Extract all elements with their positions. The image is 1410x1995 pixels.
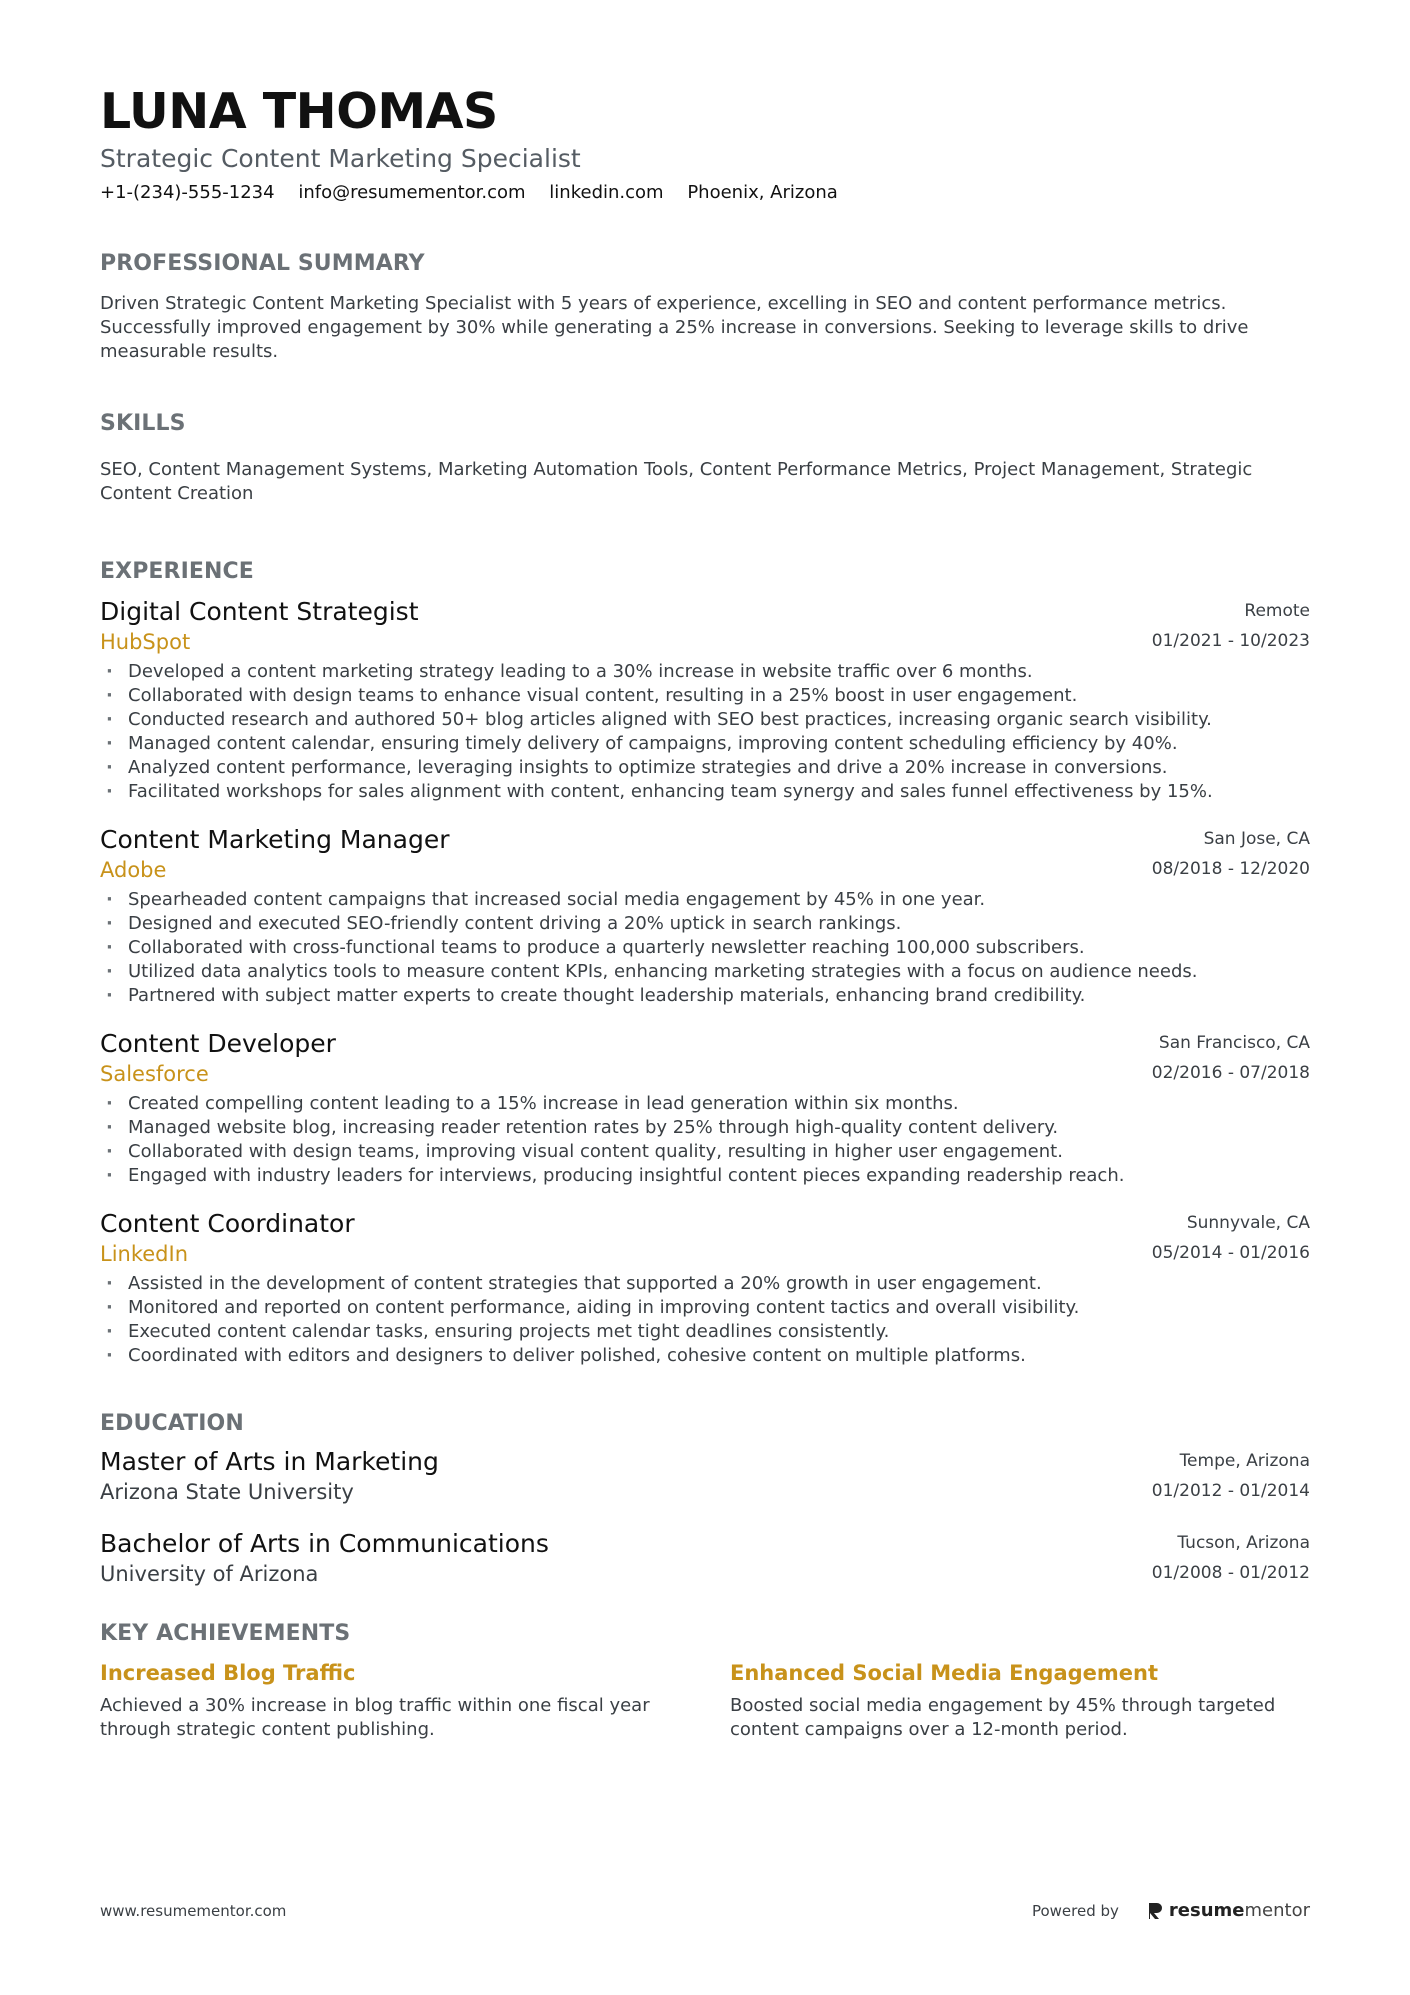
bullet-item: · Partnered with subject matter experts to create thought leadership materials, enhancing brand credibility. xyxy=(100,984,1310,1008)
bullet-item: · Assisted in the development of content strategies that supported a 20% growth in user engagement. xyxy=(100,1272,1310,1296)
section-title: PROFESSIONAL SUMMARY xyxy=(100,251,425,276)
job-title: Content Marketing Manager xyxy=(100,825,450,854)
achievement-desc: Boosted social media engagement by 45% through targeted content campaigns over a 12-month period. xyxy=(730,1695,1276,1740)
footer-website[interactable]: www.resumementor.com xyxy=(100,1901,287,1920)
bullet-item: · Spearheaded content campaigns that increased social media engagement by 45% in one year. xyxy=(100,888,1310,912)
job-dates: 01/2021 - 10/2023 xyxy=(1151,631,1310,651)
achievement-title: Increased Blog Traffic xyxy=(100,1661,356,1685)
summary-text: Driven Strategic Content Marketing Specialist with 5 years of experience, excelling in SEO and content performance metrics. Successfully improved engagement by 30% while generating a 25% increase in conversions. Seeking to leverage skills to drive measurable results. xyxy=(100,293,1249,362)
job-entry xyxy=(100,824,1310,1008)
job-bullets xyxy=(100,1092,1310,1188)
job-title: Content Developer xyxy=(100,1029,336,1058)
job-entry xyxy=(100,596,1310,804)
bullet-item: · Engaged with industry leaders for interviews, producing insightful content pieces expanding readership reach. xyxy=(100,1164,1310,1188)
job-entry xyxy=(100,1208,1310,1368)
job-bullets xyxy=(100,888,1310,1008)
bullet-item: · Developed a content marketing strategy leading to a 30% increase in website traffic over 6 months. xyxy=(100,660,1310,684)
job-location: San Francisco, CA xyxy=(1158,1033,1310,1053)
powered-by-label: Powered by xyxy=(1031,1901,1119,1920)
bullet-item: · Created compelling content leading to a 15% increase in lead generation within six months. xyxy=(100,1092,1310,1116)
job-title: Digital Content Strategist xyxy=(100,597,419,626)
bullet-item: · Facilitated workshops for sales alignment with content, enhancing team synergy and sales funnel effectiveness by 15%. xyxy=(100,780,1310,804)
education-section xyxy=(100,1410,1310,1588)
bullet-item: · Coordinated with editors and designers to deliver polished, cohesive content on multiple platforms. xyxy=(100,1344,1310,1368)
resume-header xyxy=(100,82,1310,206)
achievement-title: Enhanced Social Media Engagement xyxy=(730,1661,1159,1685)
bullet-item: · Monitored and reported on content performance, aiding in improving content tactics and overall visibility. xyxy=(100,1296,1310,1320)
education-location: Tempe, Arizona xyxy=(1179,1451,1310,1471)
school-name: Arizona State University xyxy=(100,1480,354,1504)
summary-section xyxy=(100,250,1310,364)
bullet-item: · Utilized data analytics tools to measure content KPIs, enhancing marketing strategies with a focus on audience needs. xyxy=(100,960,1310,984)
contact-phone: +1-(234)-555-1234 xyxy=(100,182,275,203)
job-dates: 02/2016 - 07/2018 xyxy=(1151,1063,1310,1083)
achievements-section xyxy=(100,1620,1310,1742)
page-footer xyxy=(100,1900,1310,1921)
bullet-item: · Managed content calendar, ensuring timely delivery of campaigns, improving content scheduling efficiency by 40%. xyxy=(100,732,1310,756)
section-title: SKILLS xyxy=(100,411,186,436)
contact-location: Phoenix, Arizona xyxy=(687,182,838,203)
bullet-item: · Collaborated with cross-functional teams to produce a quarterly newsletter reaching 100,000 subscribers. xyxy=(100,936,1310,960)
achievement-item xyxy=(730,1658,1290,1742)
company-name: Salesforce xyxy=(100,1062,209,1086)
brand-bold: resume xyxy=(1168,1900,1245,1921)
achievement-item xyxy=(100,1658,660,1742)
brand-light: mentor xyxy=(1244,1900,1310,1921)
contact-line xyxy=(100,180,1310,206)
job-location: San Jose, CA xyxy=(1203,829,1310,849)
section-title: EXPERIENCE xyxy=(100,559,254,584)
candidate-name: LUNA THOMAS xyxy=(100,83,498,140)
degree-title: Master of Arts in Marketing xyxy=(100,1447,439,1476)
bullet-item: · Collaborated with design teams to enhance visual content, resulting in a 25% boost in user engagement. xyxy=(100,684,1310,708)
contact-linkedin[interactable]: linkedin.com xyxy=(549,182,664,203)
job-location: Remote xyxy=(1244,601,1310,621)
achievement-desc: Achieved a 30% increase in blog traffic within one fiscal year through strategic content publishing. xyxy=(100,1695,650,1740)
company-name: HubSpot xyxy=(100,630,191,654)
company-name: Adobe xyxy=(100,858,167,882)
company-name: LinkedIn xyxy=(100,1242,189,1266)
bullet-item: · Executed content calendar tasks, ensuring projects met tight deadlines consistently. xyxy=(100,1320,1310,1344)
candidate-title: Strategic Content Marketing Specialist xyxy=(100,144,581,173)
bullet-item: · Designed and executed SEO-friendly content driving a 20% uptick in search rankings. xyxy=(100,912,1310,936)
job-dates: 08/2018 - 12/2020 xyxy=(1151,859,1310,879)
job-bullets xyxy=(100,660,1310,804)
section-title: EDUCATION xyxy=(100,1411,244,1436)
resumementor-logo[interactable] xyxy=(1147,1900,1310,1921)
job-entry xyxy=(100,1028,1310,1188)
job-location: Sunnyvale, CA xyxy=(1186,1213,1310,1233)
degree-title: Bachelor of Arts in Communications xyxy=(100,1529,549,1558)
education-entry xyxy=(100,1528,1310,1588)
contact-email[interactable]: info@resumementor.com xyxy=(298,182,526,203)
resumementor-logo-icon xyxy=(1147,1901,1163,1921)
job-title: Content Coordinator xyxy=(100,1209,355,1238)
education-location: Tucson, Arizona xyxy=(1177,1533,1310,1553)
job-dates: 05/2014 - 01/2016 xyxy=(1151,1243,1310,1263)
skills-section xyxy=(100,410,1310,506)
bullet-item: · Managed website blog, increasing reader retention rates by 25% through high-quality content delivery. xyxy=(100,1116,1310,1140)
school-name: University of Arizona xyxy=(100,1562,319,1586)
bullet-item: · Collaborated with design teams, improving visual content quality, resulting in higher user engagement. xyxy=(100,1140,1310,1164)
job-bullets xyxy=(100,1272,1310,1368)
education-entry xyxy=(100,1446,1310,1506)
experience-section xyxy=(100,558,1310,1368)
bullet-item: · Analyzed content performance, leveraging insights to optimize strategies and drive a 20% increase in conversions. xyxy=(100,756,1310,780)
section-title: KEY ACHIEVEMENTS xyxy=(100,1621,351,1646)
education-dates: 01/2012 - 01/2014 xyxy=(1151,1481,1310,1501)
skills-text: SEO, Content Management Systems, Marketing Automation Tools, Content Performance Metrics, Project Management, Strategic Content Creation xyxy=(100,459,1253,504)
education-dates: 01/2008 - 01/2012 xyxy=(1151,1563,1310,1583)
bullet-item: · Conducted research and authored 50+ blog articles aligned with SEO best practices, increasing organic search visibility. xyxy=(100,708,1310,732)
